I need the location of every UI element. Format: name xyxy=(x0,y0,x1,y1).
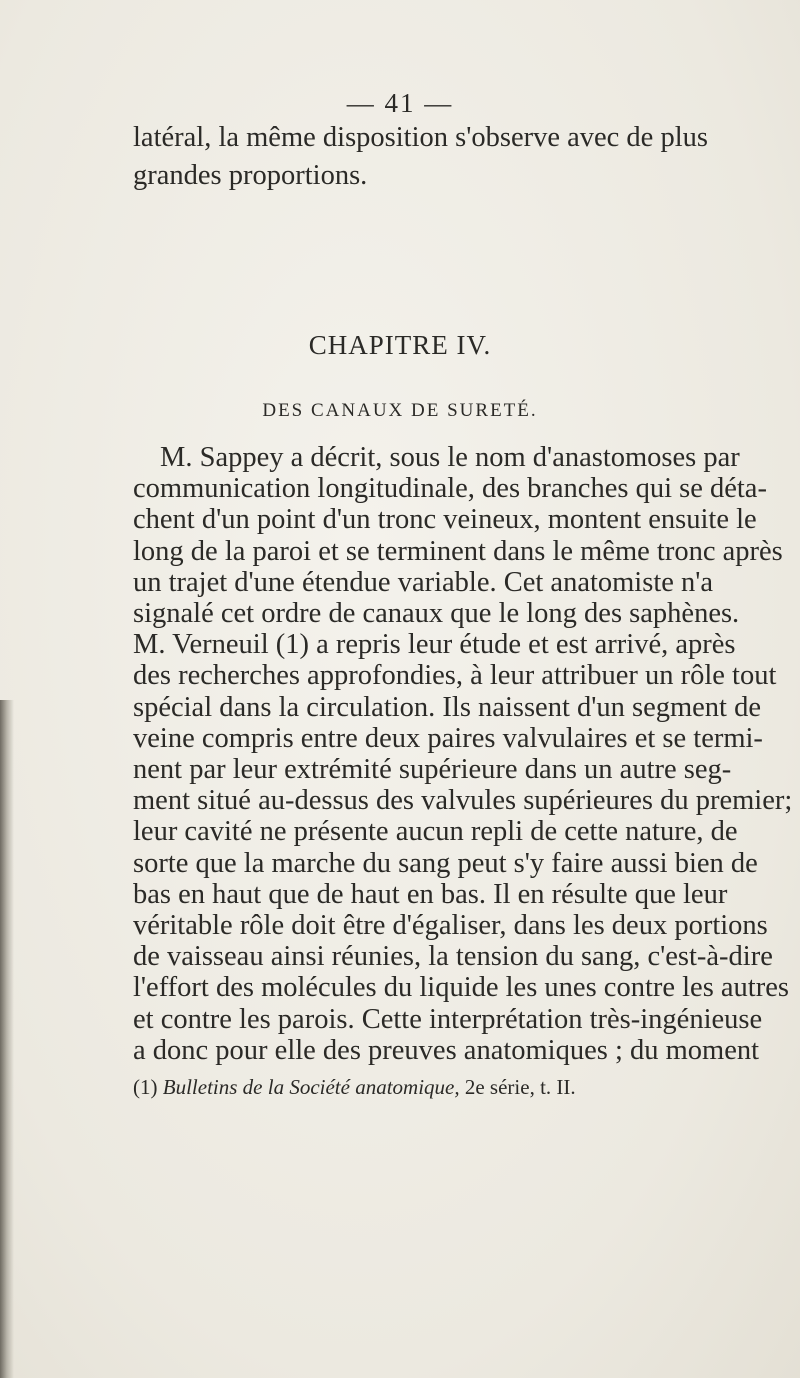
paragraph-line-3: chent d'un point d'un tronc veineux, montent ensuite le xyxy=(133,504,757,536)
paragraph-line-15: bas en haut que de haut en bas. Il en résulte que leur xyxy=(133,878,728,910)
paragraph-line-2: communication longitudinale, des branches qui se déta- xyxy=(133,473,767,505)
paragraph-line-19: et contre les parois. Cette interprétation très-ingénieuse xyxy=(133,1003,763,1035)
binding-shadow xyxy=(0,700,14,1378)
paragraph-line-17: de vaisseau ainsi réunies, la tension du sang, c'est-à-dire xyxy=(133,941,773,973)
paragraph-line-13: leur cavité ne présente aucun repli de cette nature, de xyxy=(133,816,738,848)
footnote-marker: (1) xyxy=(133,1075,163,1099)
paragraph-line-10: veine compris entre deux paires valvulaires et se termi- xyxy=(133,722,763,754)
paragraph-line-5: un trajet d'une étendue variable. Cet anatomiste n'a xyxy=(133,566,714,598)
page-number: — 41 — xyxy=(346,88,454,118)
footnote-title: Bulletins de la Société anatomique, xyxy=(162,1075,460,1099)
paragraph-line-1: M. Sappey a décrit, sous le nom d'anastomoses par xyxy=(160,442,740,473)
paragraph-line-8: des recherches approfondies, à leur attribuer un rôle tout xyxy=(133,660,777,692)
footnote-rest: 2e série, t. II. xyxy=(459,1075,576,1099)
chapter-title: CHAPITRE IV. xyxy=(308,330,492,360)
paragraph-line-20: a donc pour elle des preuves anatomiques ; du moment xyxy=(133,1034,760,1066)
paragraph-line-18: l'effort des molécules du liquide les unes contre les autres xyxy=(133,972,789,1004)
intro-line-1: latéral, la même disposition s'observe avec de plus xyxy=(133,122,708,153)
paragraph-line-12: ment situé au-dessus des valvules supérieures du premier; xyxy=(133,785,793,817)
paragraph-line-16: véritable rôle doit être d'égaliser, dans les deux portions xyxy=(133,910,768,941)
paragraph-line-4: long de la paroi et se terminent dans le même tronc après xyxy=(133,535,783,567)
paragraph-line-6: signalé cet ordre de canaux que le long des saphènes. xyxy=(133,598,740,629)
paragraph-line-7: M. Verneuil (1) a repris leur étude et est arrivé, après xyxy=(133,629,736,661)
paragraph-line-11: nent par leur extrémité supérieure dans un autre seg- xyxy=(133,754,732,785)
paragraph-line-14: sorte que la marche du sang peut s'y faire aussi bien de xyxy=(133,847,758,879)
paragraph-line-9: spécial dans la circulation. Ils naissent d'un segment de xyxy=(133,691,762,723)
chapter-subtitle: DES CANAUX DE SURETÉ. xyxy=(262,400,538,421)
footnote xyxy=(133,1075,576,1100)
intro-line-2: grandes proportions. xyxy=(133,160,368,191)
